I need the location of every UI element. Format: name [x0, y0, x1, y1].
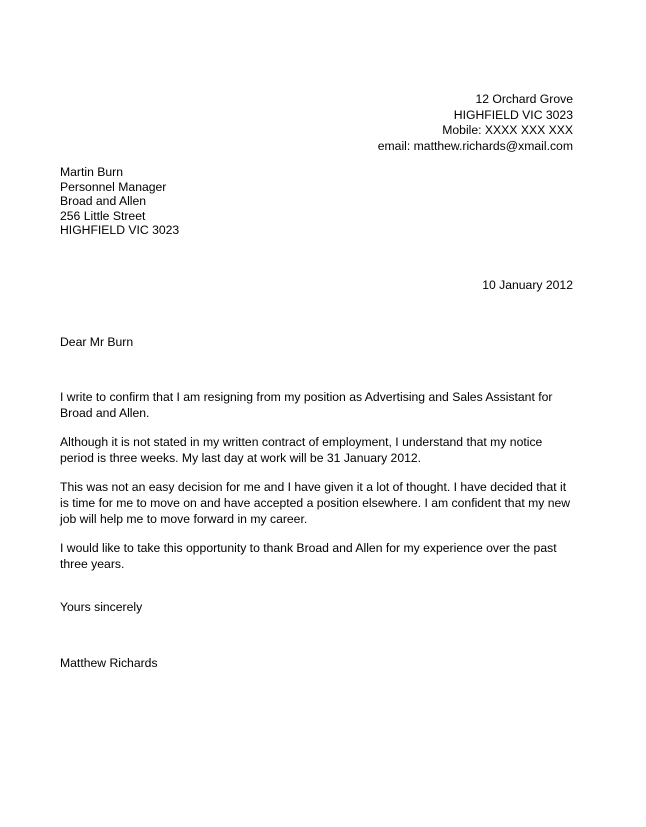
body-paragraph: I write to confirm that I am resigning from my position as Advertising and Sales Assistant for Broad and Allen.	[60, 390, 553, 420]
sender-mobile: Mobile: XXXX XXX XXX	[442, 123, 573, 138]
sender-street: 12 Orchard Grove	[475, 92, 573, 106]
body-paragraph: I would like to take this opportunity to thank Broad and Allen for my experience over the past three years.	[60, 541, 557, 571]
sender-email: email: matthew.richards@xmail.com	[377, 138, 573, 153]
body-paragraph: Although it is not stated in my written contract of employment, I understand that my notice period is three weeks. My last day at work will be 31 January 2012.	[60, 435, 543, 465]
salutation: Dear Mr Burn	[60, 335, 134, 349]
recipient-name: Martin Burn	[60, 165, 123, 179]
signature-name: Matthew Richards	[60, 656, 158, 670]
recipient-address	[60, 165, 179, 238]
recipient-title: Personnel Manager	[60, 179, 167, 194]
closing: Yours sincerely	[60, 600, 143, 614]
recipient-company: Broad and Allen	[60, 194, 147, 209]
letter-body	[60, 390, 575, 586]
letter-date: 10 January 2012	[482, 278, 573, 292]
body-paragraph: This was not an easy decision for me and I have given it a lot of thought. I have decided that it is time for me to move on and have accepted a position elsewhere. I am confident that my new job will help me to move forward in my career.	[60, 480, 571, 526]
sender-suburb: HIGHFIELD VIC 3023	[453, 107, 573, 122]
recipient-street: 256 Little Street	[60, 208, 146, 223]
sender-address	[378, 92, 573, 154]
recipient-suburb: HIGHFIELD VIC 3023	[60, 223, 180, 238]
